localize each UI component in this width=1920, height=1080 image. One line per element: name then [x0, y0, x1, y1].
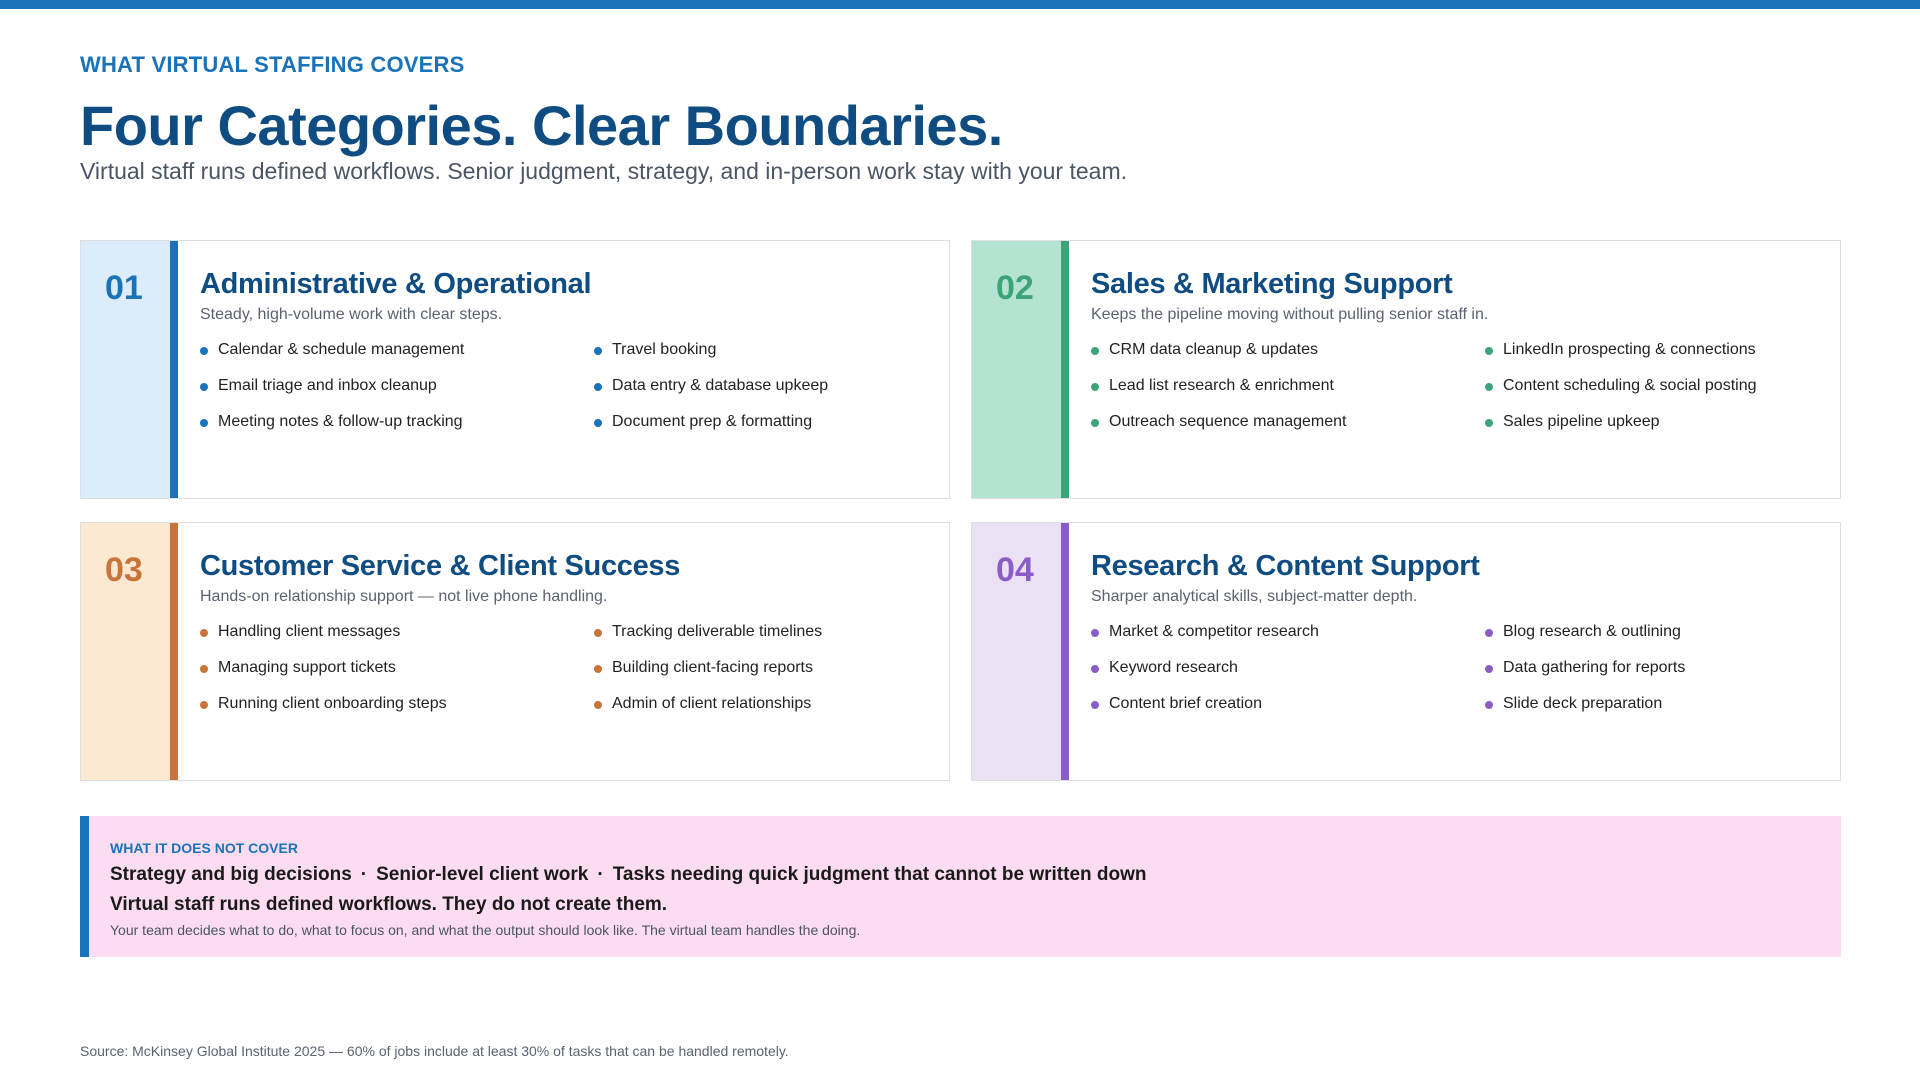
list-item: Content brief creation: [1091, 693, 1471, 729]
list-item: Data entry & database upkeep: [594, 375, 974, 411]
card-number-panel: [972, 523, 1061, 780]
bullet-dot: [200, 629, 208, 637]
list-item: Sales pipeline upkeep: [1485, 411, 1865, 447]
callout-label: WHAT IT DOES NOT COVER: [110, 840, 298, 856]
card-subtitle: Keeps the pipeline moving without pulling senior staff in.: [1091, 306, 1489, 323]
callout-detail: Your team decides what to do, what to focus on, and what the output should look like. The virtual team handles the doing.: [110, 922, 861, 938]
card-number-panel: [81, 241, 170, 498]
exclusion-item: Tasks needing quick judgment that cannot be written down: [612, 864, 1147, 885]
bullet-dot: [594, 383, 602, 391]
card-number-panel: [972, 241, 1061, 498]
list-item: Handling client messages: [200, 621, 580, 657]
category-card-administrative: [80, 240, 950, 499]
list-item: Keyword research: [1091, 657, 1471, 693]
bullet-dot: [1485, 419, 1493, 427]
card-number: 01: [105, 269, 143, 307]
card-number: 02: [996, 269, 1034, 307]
bullet-dot: [1485, 347, 1493, 355]
list-item: Email triage and inbox cleanup: [200, 375, 580, 411]
exclusion-item: Senior-level client work: [376, 864, 589, 885]
card-accent-stripe: [170, 523, 178, 780]
page-subtitle: Virtual staff runs defined workflows. Senior judgment, strategy, and in-person work stay with your team.: [80, 158, 1127, 184]
bullet-dot: [1091, 419, 1099, 427]
card-accent-stripe: [1061, 523, 1069, 780]
bullet-dot: [200, 701, 208, 709]
card-subtitle: Sharper analytical skills, subject-matter depth.: [1091, 588, 1418, 605]
list-item: LinkedIn prospecting & connections: [1485, 339, 1865, 375]
separator-dot: ·: [360, 864, 368, 885]
list-item: Blog research & outlining: [1485, 621, 1865, 657]
bullet-dot: [1485, 665, 1493, 673]
bullet-dot: [594, 419, 602, 427]
category-card-research-content: [971, 522, 1841, 781]
bullet-dot: [594, 665, 602, 673]
bullet-dot: [1485, 383, 1493, 391]
bullet-dot: [1091, 629, 1099, 637]
card-subtitle: Hands-on relationship support — not live phone handling.: [200, 588, 608, 605]
card-title: Research & Content Support: [1091, 550, 1480, 582]
list-item: Lead list research & enrichment: [1091, 375, 1471, 411]
bullet-dot: [1485, 701, 1493, 709]
bullet-dot: [200, 419, 208, 427]
bullet-dot: [200, 347, 208, 355]
card-title: Sales & Marketing Support: [1091, 268, 1453, 300]
source-footnote: Source: McKinsey Global Institute 2025 — 60% of jobs include at least 30% of tasks that can be handled remotely.: [80, 1043, 789, 1059]
list-item: Travel booking: [594, 339, 974, 375]
exclusions-list: [110, 864, 1147, 886]
callout-statement: Virtual staff runs defined workflows. They do not create them.: [110, 894, 668, 915]
list-item: Tracking deliverable timelines: [594, 621, 974, 657]
bullet-dot: [594, 629, 602, 637]
bullet-dot: [1091, 665, 1099, 673]
card-number: 03: [105, 551, 143, 589]
list-item: Calendar & schedule management: [200, 339, 580, 375]
category-card-sales-marketing: [971, 240, 1841, 499]
list-item: Meeting notes & follow-up tracking: [200, 411, 580, 447]
card-number: 04: [996, 551, 1034, 589]
page-title: Four Categories. Clear Boundaries.: [80, 94, 1003, 157]
card-title: Customer Service & Client Success: [200, 550, 681, 582]
list-item: Running client onboarding steps: [200, 693, 580, 729]
eyebrow-label: WHAT VIRTUAL STAFFING COVERS: [80, 52, 465, 77]
list-item: Managing support tickets: [200, 657, 580, 693]
bullet-dot: [594, 701, 602, 709]
list-item: Building client-facing reports: [594, 657, 974, 693]
bullet-dot: [1091, 347, 1099, 355]
bullet-dot: [1091, 701, 1099, 709]
list-item: Data gathering for reports: [1485, 657, 1865, 693]
bullet-dot: [1091, 383, 1099, 391]
list-item: Admin of client relationships: [594, 693, 974, 729]
list-item: Slide deck preparation: [1485, 693, 1865, 729]
list-item: Content scheduling & social posting: [1485, 375, 1865, 411]
card-number-panel: [81, 523, 170, 780]
list-item: Document prep & formatting: [594, 411, 974, 447]
card-title: Administrative & Operational: [200, 268, 592, 300]
card-accent-stripe: [170, 241, 178, 498]
exclusion-item: Strategy and big decisions: [110, 864, 352, 885]
list-item: Market & competitor research: [1091, 621, 1471, 657]
list-item: Outreach sequence management: [1091, 411, 1471, 447]
list-item: CRM data cleanup & updates: [1091, 339, 1471, 375]
separator-dot: ·: [597, 864, 604, 885]
card-accent-stripe: [1061, 241, 1069, 498]
bullet-dot: [200, 383, 208, 391]
bullet-dot: [594, 347, 602, 355]
card-subtitle: Steady, high-volume work with clear steps.: [200, 306, 503, 323]
top-accent-bar: [0, 0, 1920, 9]
callout-accent-stripe: [80, 816, 89, 957]
exclusions-callout: [80, 816, 1841, 957]
category-card-customer-service: [80, 522, 950, 781]
bullet-dot: [1485, 629, 1493, 637]
bullet-dot: [200, 665, 208, 673]
